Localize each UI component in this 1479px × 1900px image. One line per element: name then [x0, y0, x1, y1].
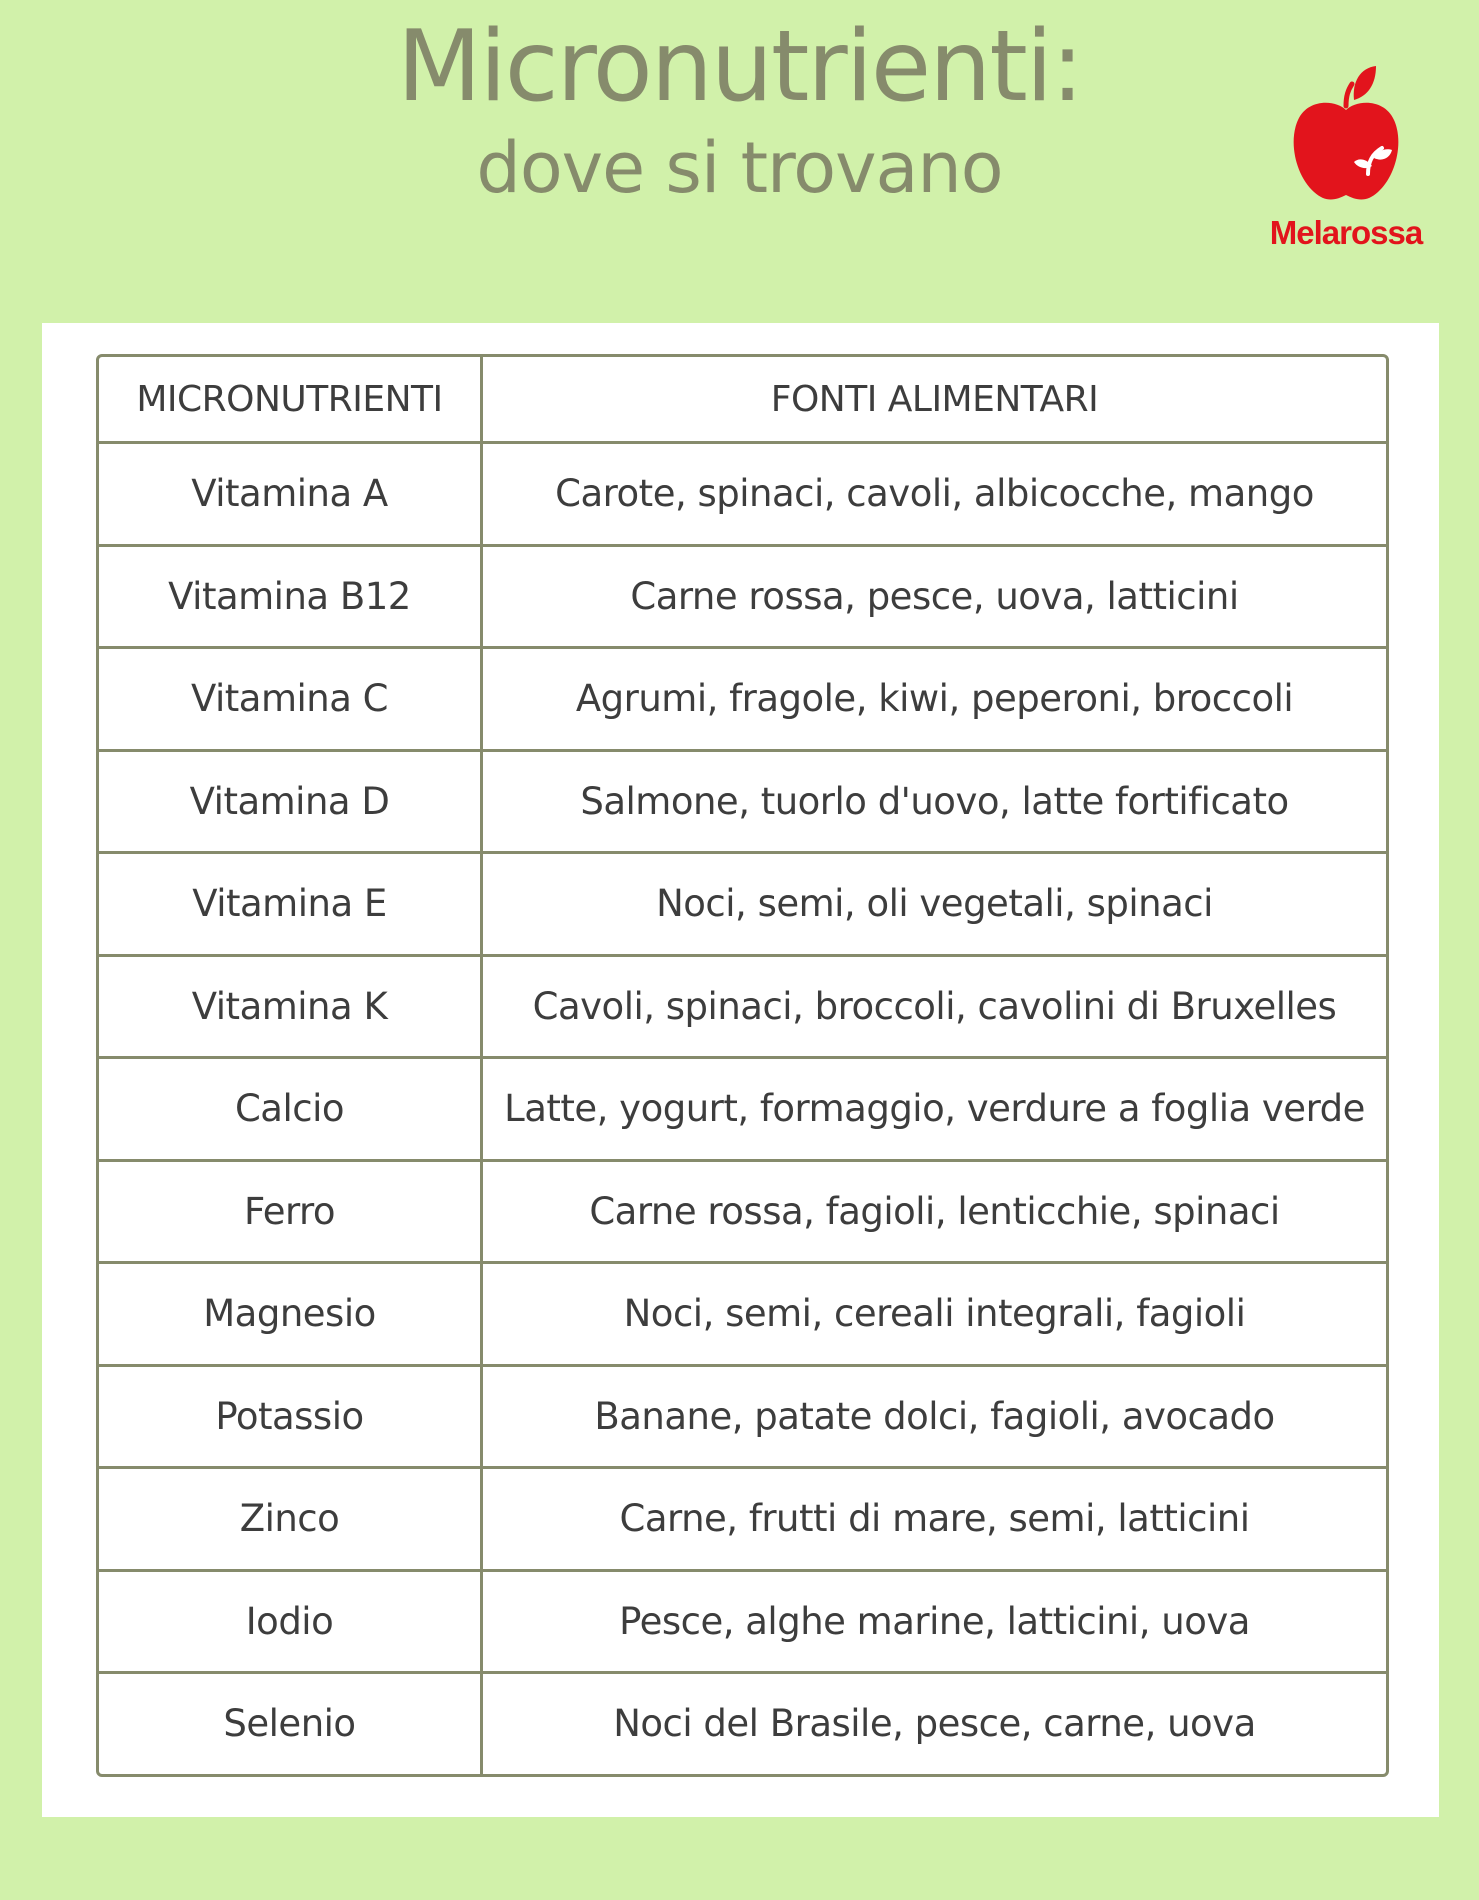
- micronutrient-cell: Magnesio: [99, 1264, 483, 1367]
- table-row: [99, 1674, 1386, 1774]
- content-panel: [42, 323, 1439, 1817]
- table-row: [99, 854, 1386, 957]
- micronutrient-cell: Potassio: [99, 1367, 483, 1470]
- micronutrient-cell: Zinco: [99, 1469, 483, 1572]
- food-sources-cell: Noci, semi, cereali integrali, fagioli: [483, 1264, 1386, 1367]
- food-sources-cell: Carne rossa, pesce, uova, latticini: [483, 547, 1386, 650]
- apple-icon: [1286, 62, 1406, 212]
- table-row: [99, 752, 1386, 855]
- food-sources-cell: Carne rossa, fagioli, lenticchie, spinaci: [483, 1162, 1386, 1265]
- food-sources-cell: Salmone, tuorlo d'uovo, latte fortificato: [483, 752, 1386, 855]
- table-row: [99, 1264, 1386, 1367]
- table-header-row: [99, 357, 1386, 444]
- micronutrient-cell: Vitamina C: [99, 649, 483, 752]
- page-title: Micronutrienti:: [397, 10, 1082, 124]
- micronutrient-cell: Iodio: [99, 1572, 483, 1675]
- column-header-food-sources: FONTI ALIMENTARI: [483, 357, 1386, 444]
- micronutrient-cell: Vitamina E: [99, 854, 483, 957]
- page-subtitle: dove si trovano: [476, 127, 1003, 209]
- table-row: [99, 1059, 1386, 1162]
- brand-logo[interactable]: [1256, 62, 1436, 262]
- food-sources-cell: Carne, frutti di mare, semi, latticini: [483, 1469, 1386, 1572]
- table-row: [99, 1162, 1386, 1265]
- column-header-micronutrients: MICRONUTRIENTI: [99, 357, 483, 444]
- table-row: [99, 1367, 1386, 1470]
- table-row: [99, 1572, 1386, 1675]
- food-sources-cell: Banane, patate dolci, fagioli, avocado: [483, 1367, 1386, 1470]
- micronutrient-cell: Selenio: [99, 1674, 483, 1774]
- table-row: [99, 444, 1386, 547]
- micronutrient-cell: Ferro: [99, 1162, 483, 1265]
- micronutrients-table: [96, 354, 1389, 1777]
- food-sources-cell: Noci, semi, oli vegetali, spinaci: [483, 854, 1386, 957]
- food-sources-cell: Agrumi, fragole, kiwi, peperoni, broccoli: [483, 649, 1386, 752]
- table-row: [99, 649, 1386, 752]
- food-sources-cell: Latte, yogurt, formaggio, verdure a foglia verde: [483, 1059, 1386, 1162]
- table-row: [99, 1469, 1386, 1572]
- food-sources-cell: Pesce, alghe marine, latticini, uova: [483, 1572, 1386, 1675]
- micronutrient-cell: Calcio: [99, 1059, 483, 1162]
- micronutrient-cell: Vitamina A: [99, 444, 483, 547]
- food-sources-cell: Carote, spinaci, cavoli, albicocche, mango: [483, 444, 1386, 547]
- food-sources-cell: Noci del Brasile, pesce, carne, uova: [613, 1702, 1256, 1746]
- brand-name: Melarossa: [1269, 214, 1423, 251]
- table-row: [99, 957, 1386, 1060]
- micronutrient-cell: Vitamina B12: [99, 547, 483, 650]
- micronutrient-cell: Vitamina K: [99, 957, 483, 1060]
- table-row: [99, 547, 1386, 650]
- food-sources-cell: Cavoli, spinaci, broccoli, cavolini di Bruxelles: [483, 957, 1386, 1060]
- micronutrient-cell: Vitamina D: [99, 752, 483, 855]
